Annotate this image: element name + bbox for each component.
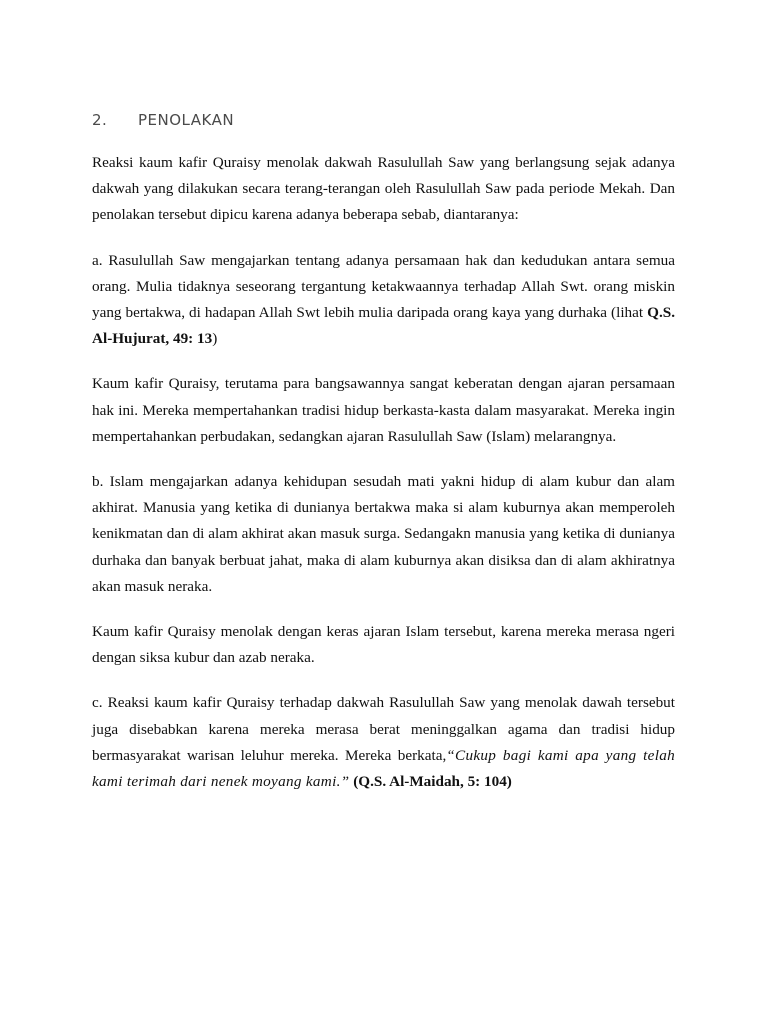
paragraph-quraisy-refusal: Kaum kafir Quraisy menolak dengan keras ajaran Islam tersebut, karena mereka merasa ngeri dengan siksa kubur dan azab neraka. xyxy=(92,623,675,667)
paragraph-intro: Reaksi kaum kafir Quraisy menolak dakwah Rasulullah Saw yang berlangsung sejak adanya dakwah yang dilakukan secara terang-terangan oleh Rasulullah Saw pada periode Mekah. Dan penolakan tersebut dipicu karena adanya beberapa sebab, diantaranya: xyxy=(92,154,675,224)
section-heading xyxy=(92,111,234,129)
section-number: 2. xyxy=(92,111,108,129)
point-c-quote: “Cukup bagi kami apa yang telah kami terimah dari nenek moyang kami.” xyxy=(92,746,675,791)
paragraph-point-c xyxy=(92,690,675,795)
document-body xyxy=(92,150,675,814)
paragraph-point-b: b. Islam mengajarkan adanya kehidupan sesudah mati yakni hidup di alam kubur dan alam akhirat. Manusia yang ketika di dunianya bertakwa maka si alam kuburnya akan memperoleh kenikmatan dan di alam akhirat akan masuk surga. Sedangakn manusia yang ketika di dunianya durhaka dan banyak berbuat jahat, maka di alam kuburnya akan disiksa dan di alam akhiratnya akan masuk neraka. xyxy=(92,473,675,595)
point-c-reference: (Q.S. Al-Maidah, 5: 104) xyxy=(349,773,512,791)
point-a-close: ) xyxy=(212,330,218,348)
paragraph-quraisy-reaction: Kaum kafir Quraisy, terutama para bangsawannya sangat keberatan dengan ajaran persamaan hak ini. Mereka mempertahankan tradisi hidup berkasta-kasta dalam masyarakat. Mereka ingin mempertahankan perbudakan, sedangkan ajaran Rasulullah Saw (Islam) melarangnya. xyxy=(92,375,675,445)
point-a-text: a. Rasulullah Saw mengajarkan tentang adanya persamaan hak dan kedudukan antara semua orang. Mulia tidaknya seseorang tergantung ketakwaannya terhadap Allah Swt. orang miskin yang bertakwa, di hadapan Allah Swt lebih mulia daripada orang kaya yang durhaka (lihat xyxy=(92,251,675,322)
section-title: PENOLAKAN xyxy=(138,111,235,129)
point-c-text: c. Reaksi kaum kafir Quraisy terhadap dakwah Rasulullah Saw yang menolak dawah tersebut juga disebabkan karena mereka merasa berat meninggalkan agama dan tradisi hidup bermasyarakat warisan leluhur mereka. Mereka berkata, xyxy=(92,694,675,764)
point-a-reference: Q.S. Al-Hujurat, 49: 13 xyxy=(92,304,675,348)
paragraph-point-a xyxy=(92,248,675,353)
